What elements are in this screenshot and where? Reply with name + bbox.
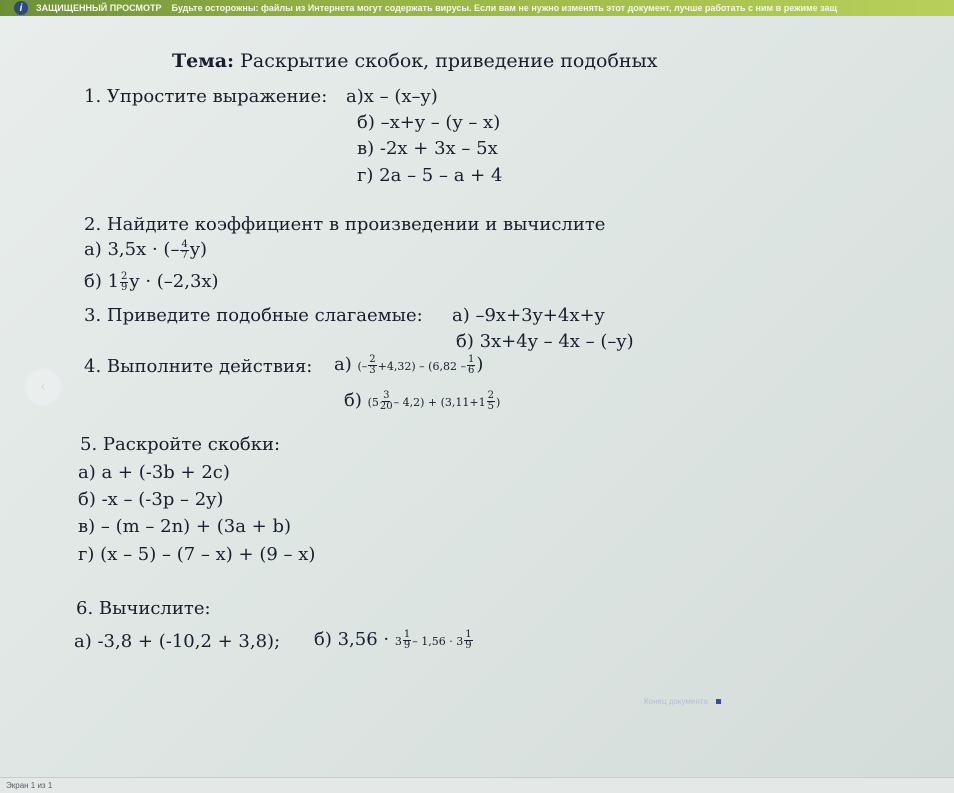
task4-b-p2: – 4,2) + (3,11+1 — [393, 396, 486, 409]
chevron-left-icon: ‹ — [40, 379, 46, 395]
info-icon: i — [14, 1, 28, 15]
page-title — [172, 50, 657, 72]
task4-b-prefix: б) — [344, 390, 362, 411]
title-bold: Тема: — [172, 50, 235, 72]
end-of-document-marker — [644, 697, 721, 706]
task1-a: а)x – (x–y) — [346, 86, 438, 107]
fraction — [368, 355, 376, 376]
task4-a-p3: ) — [476, 354, 484, 375]
task2-a-pre: а) 3,5x · (– — [84, 239, 180, 260]
fraction-denominator: 7 — [181, 249, 188, 261]
task4-a-p2: +4,32) – (6,82 – — [377, 360, 466, 373]
banner-message: Будьте осторожны: файлы из Интернета могут содержать вирусы. Если вам не нужно изменять этот документ, лучше работать с ним в режиме защ — [171, 3, 838, 13]
task4-a-prefix: а) — [334, 354, 352, 375]
task4-b-p3: ) — [496, 396, 501, 409]
fraction — [464, 630, 472, 651]
fraction-denominator: 9 — [121, 281, 128, 293]
status-bar — [0, 777, 954, 793]
task6-b-p2: – 1,56 · 3 — [412, 635, 464, 648]
task5-b: б) -x – (-3p – 2y) — [78, 489, 224, 510]
fraction-denominator: 20 — [379, 400, 393, 412]
task6-b — [314, 629, 474, 651]
fraction — [403, 630, 411, 651]
page-nav-back-button[interactable] — [24, 368, 62, 406]
task1-d: г) 2a – 5 – a + 4 — [357, 165, 503, 186]
task2-b-post: y · (–2,3x) — [129, 271, 219, 292]
protected-view-banner — [0, 0, 954, 16]
task5-a: а) a + (-3b + 2c) — [78, 462, 230, 483]
task6-a: а) -3,8 + (-10,2 + 3,8); — [74, 631, 281, 652]
task4-label: 4. Выполните действия: — [84, 356, 313, 377]
fraction-numerator: 4 — [181, 238, 188, 250]
fraction — [120, 272, 128, 293]
fraction-numerator: 1 — [465, 628, 472, 640]
title-text: Раскрытие скобок, приведение подобных — [234, 50, 658, 72]
fraction-numerator: 2 — [121, 270, 128, 282]
task5-d: г) (x – 5) – (7 – x) + (9 – x) — [78, 544, 316, 565]
task1-c: в) -2x + 3x – 5x — [357, 138, 498, 159]
task1-b: б) –x+y – (y – x) — [357, 112, 501, 133]
fraction-denominator: 3 — [369, 364, 376, 376]
page-counter: Экран 1 из 1 — [6, 781, 53, 790]
fraction-denominator: 9 — [403, 639, 411, 651]
task1-label: 1. Упростите выражение: — [84, 86, 328, 107]
task5-c: в) – (m – 2n) + (3a + b) — [78, 516, 292, 537]
fraction-numerator: 1 — [467, 353, 475, 365]
task4-b-p1: (5 — [367, 396, 379, 409]
task2-a — [84, 239, 207, 261]
task3-a: а) –9x+3y+4x+y — [452, 305, 605, 326]
task6-label: 6. Вычислите: — [76, 598, 211, 619]
fraction — [487, 391, 495, 412]
task3-label: 3. Приведите подобные слагаемые: — [84, 305, 423, 326]
task4-b — [344, 390, 500, 412]
fraction — [467, 355, 475, 376]
fraction — [180, 240, 188, 261]
task2-b — [84, 271, 219, 293]
fraction-denominator: 6 — [467, 364, 475, 376]
task2-b-pre: б) 1 — [84, 271, 120, 292]
fraction-denominator: 9 — [465, 639, 472, 651]
fraction-numerator: 1 — [403, 628, 411, 640]
task5-label: 5. Раскройте скобки: — [80, 434, 281, 455]
fraction-numerator: 2 — [487, 389, 494, 401]
fraction-denominator: 5 — [487, 400, 494, 412]
document-page — [62, 24, 912, 724]
task2-label: 2. Найдите коэффициент в произведении и вычислите — [84, 214, 606, 235]
banner-label: ЗАЩИЩЕННЫЙ ПРОСМОТР — [36, 3, 162, 13]
end-square-icon — [716, 699, 721, 704]
task4-a — [334, 354, 483, 376]
task6-b-prefix: б) 3,56 · — [314, 629, 390, 650]
fraction-numerator: 2 — [369, 353, 376, 365]
fraction — [380, 391, 393, 412]
end-label: Конец документа — [644, 697, 708, 706]
task2-a-post: y) — [189, 239, 208, 260]
fraction-numerator: 3 — [383, 389, 390, 401]
task6-b-p1: 3 — [394, 635, 402, 648]
task3-b: б) 3x+4y – 4x – (–y) — [456, 331, 634, 352]
task4-a-p1: (– — [357, 360, 368, 373]
